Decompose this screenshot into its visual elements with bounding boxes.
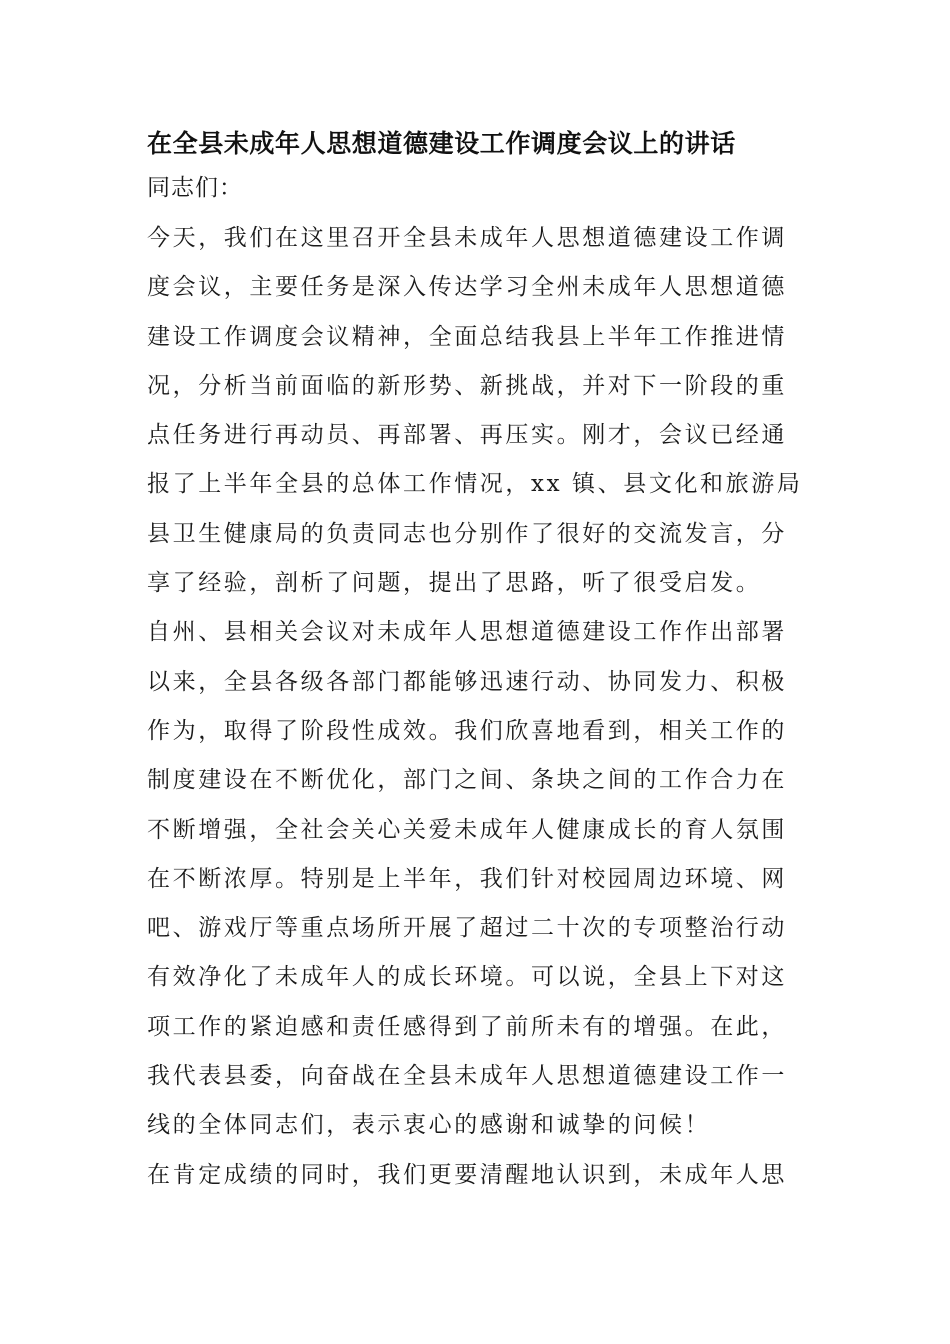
greeting: 同志们： (147, 175, 243, 201)
paragraph-line: 今天，我们在这里召开全县未成年人思想道德建设工作调 (147, 225, 787, 251)
paragraph-line: 以来，全县各级各部门都能够迅速行动、协同发力、积极 (147, 668, 787, 695)
paragraph-line: 吧、游戏厅等重点场所开展了超过二十次的专项整治行动 (147, 915, 787, 942)
body-paragraph (147, 1151, 807, 1200)
paragraph-line: 作为，取得了阶段性成效。我们欣喜地看到，相关工作的 (147, 717, 787, 744)
paragraph-line: 线的全体同志们，表示衷心的感谢和诚挚的问候！ (147, 1112, 711, 1139)
paragraph-line: 建设工作调度会议精神，全面总结我县上半年工作推进情 (147, 323, 787, 350)
paragraph-line: 有效净化了未成年人的成长环境。可以说，全县上下对这 (147, 964, 787, 991)
paragraph-line: 自州、县相关会议对未成年人思想道德建设工作作出部署 (147, 619, 787, 646)
paragraph-line: 况，分析当前面临的新形势、新挑战，并对下一阶段的重 (147, 372, 787, 399)
paragraph-line: 在肯定成绩的同时，我们更要清醒地认识到，未成年人思 (147, 1161, 787, 1188)
paragraph-line: 度会议，主要任务是深入传达学习全州未成年人思想道德 (147, 274, 787, 301)
paragraph-line: 县卫生健康局的负责同志也分别作了很好的交流发言，分 (147, 520, 787, 547)
paragraph-line: 项工作的紧迫感和责任感得到了前所未有的增强。在此， (147, 1013, 787, 1040)
document-title: 在全县未成年人思想道德建设工作调度会议上的讲话 (147, 129, 736, 158)
paragraph-line: 报了上半年全县的总体工作情况，xx 镇、县文化和旅游局 (147, 471, 803, 498)
paragraph-line: 不断增强，全社会关心关爱未成年人健康成长的育人氛围 (147, 816, 787, 843)
paragraph-line: 制度建设在不断优化，部门之间、条块之间的工作合力在 (147, 767, 787, 794)
document-body (147, 214, 807, 1200)
paragraph-line: 在不断浓厚。特别是上半年，我们针对校园周边环境、网 (147, 865, 787, 892)
paragraph-line: 我代表县委，向奋战在全县未成年人思想道德建设工作一 (147, 1063, 787, 1090)
body-paragraph (147, 214, 807, 608)
paragraph-line: 点任务进行再动员、再部署、再压实。刚才，会议已经通 (147, 422, 787, 449)
paragraph-line: 享了经验，剖析了问题，提出了思路，听了很受启发。 (147, 570, 762, 597)
document-page (147, 122, 807, 1200)
body-paragraph (147, 608, 807, 1150)
